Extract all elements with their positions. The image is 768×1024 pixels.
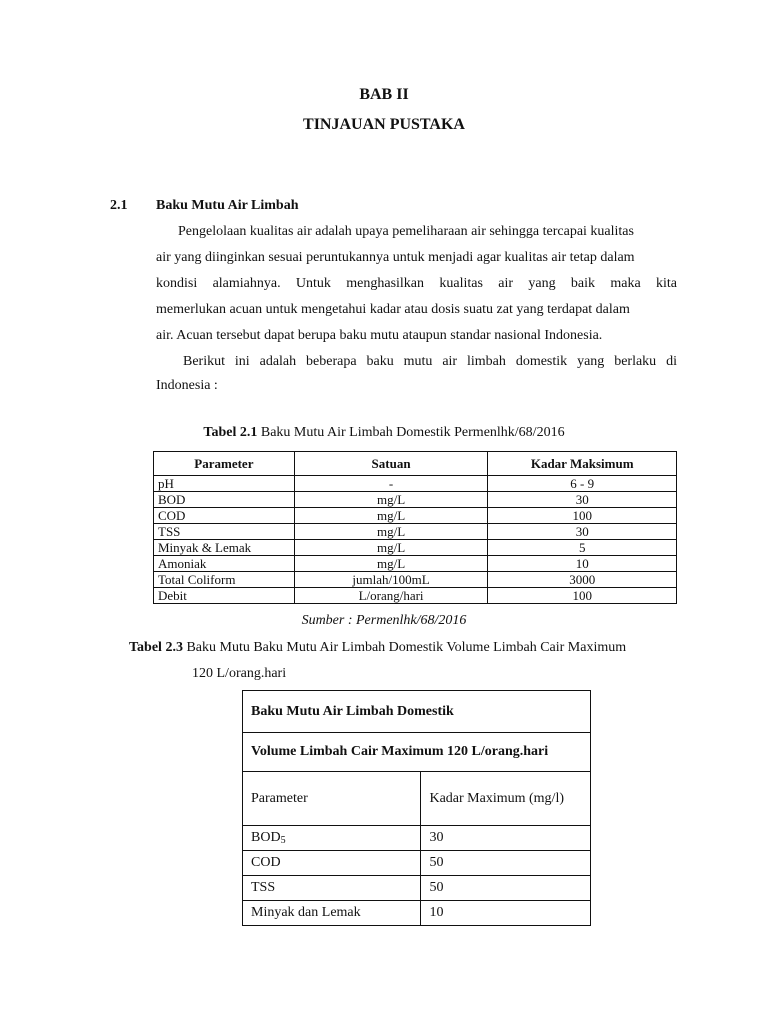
table-row (243, 851, 591, 876)
table1-cell-satuan: mg/L (294, 508, 488, 524)
table-row (154, 524, 677, 540)
table3-param-text: BOD (251, 830, 281, 845)
paragraph1-line5: air. Acuan tersebut dapat berupa baku mutu ataupun standar nasional Indonesia. (156, 328, 603, 343)
table1-cell-parameter: Debit (154, 588, 295, 604)
section-number: 2.1 (110, 198, 128, 213)
table1-cell-parameter: Minyak & Lemak (154, 540, 295, 556)
table3-title-row (243, 691, 591, 733)
table1-cell-satuan: mg/L (294, 492, 488, 508)
table-row (243, 826, 591, 851)
table3-header-parameter: Parameter (243, 772, 421, 826)
table1-cell-satuan: mg/L (294, 540, 488, 556)
table1-cell-parameter: TSS (154, 524, 295, 540)
table3-title1: Baku Mutu Air Limbah Domestik (243, 691, 591, 733)
table1-cell-satuan: jumlah/100mL (294, 572, 488, 588)
table3-cell-value: 30 (421, 826, 591, 851)
table1-caption (0, 425, 768, 441)
table1-cell-parameter: BOD (154, 492, 295, 508)
table3-caption-text: Baku Mutu Baku Mutu Air Limbah Domestik Volume Limbah Cair Maximum (182, 640, 627, 655)
paragraph1-line1: Pengelolaan kualitas air adalah upaya pemeliharaan air sehingga tercapai kualitas (178, 224, 634, 239)
table-row (154, 492, 677, 508)
table1-cell-satuan: mg/L (294, 524, 488, 540)
table3-caption-label: Tabel 2.3 (129, 640, 183, 655)
paragraph1-line4: memerlukan acuan untuk mengetahui kadar atau dosis suatu zat yang terdapat dalam (156, 302, 630, 317)
table1-caption-label: Tabel 2.1 (203, 425, 258, 440)
table-row (243, 876, 591, 901)
table3-cell-value: 50 (421, 851, 591, 876)
chapter-title: TINJAUAN PUSTAKA (303, 116, 465, 133)
table3-param-subscript: 5 (280, 835, 286, 846)
table1 (153, 451, 677, 604)
table3-caption-line2: 120 L/orang.hari (192, 666, 287, 681)
table1-cell-parameter: COD (154, 508, 295, 524)
table1-header-satuan: Satuan (294, 452, 488, 476)
table3-cell-value: 10 (421, 901, 591, 926)
table3-title-row (243, 733, 591, 772)
table3-caption (129, 640, 626, 656)
table-row (154, 508, 677, 524)
table-row (154, 588, 677, 604)
table1-header-parameter: Parameter (154, 452, 295, 476)
table1-cell-parameter: pH (154, 476, 295, 492)
table1-cell-kadar: 10 (488, 556, 677, 572)
table3-cell-parameter: COD (243, 851, 421, 876)
chapter-heading: BAB II (359, 86, 409, 103)
table-row (154, 572, 677, 588)
table1-header-row (154, 452, 677, 476)
table3-cell-parameter: Minyak dan Lemak (243, 901, 421, 926)
table1-cell-satuan: L/orang/hari (294, 588, 488, 604)
table1-cell-kadar: 6 - 9 (488, 476, 677, 492)
table-row (154, 540, 677, 556)
table1-cell-kadar: 3000 (488, 572, 677, 588)
table3 (242, 690, 591, 926)
table3-cell-parameter: TSS (243, 876, 421, 901)
table1-cell-satuan: - (294, 476, 488, 492)
table1-cell-kadar: 30 (488, 492, 677, 508)
table1-cell-kadar: 5 (488, 540, 677, 556)
table1-cell-kadar: 30 (488, 524, 677, 540)
paragraph1-line2: air yang diinginkan sesuai peruntukannya untuk menjadi agar kualitas air tetap dalam (156, 250, 635, 265)
table3-cell-parameter (243, 826, 421, 851)
table1-cell-parameter: Amoniak (154, 556, 295, 572)
table3-title2: Volume Limbah Cair Maximum 120 L/orang.hari (243, 733, 591, 772)
table-row (154, 556, 677, 572)
table1-cell-kadar: 100 (488, 588, 677, 604)
table1-cell-kadar: 100 (488, 508, 677, 524)
table-row (154, 476, 677, 492)
paragraph1-line3: kondisi alamiahnya. Untuk menghasilkan kualitas air yang baik maka kita (156, 276, 677, 291)
section-title: Baku Mutu Air Limbah (156, 198, 299, 213)
table1-cell-parameter: Total Coliform (154, 572, 295, 588)
table3-cell-value: 50 (421, 876, 591, 901)
table-row (243, 901, 591, 926)
table1-caption-text: Baku Mutu Air Limbah Domestik Permenlhk/68/2016 (257, 425, 565, 440)
table1-cell-satuan: mg/L (294, 556, 488, 572)
paragraph2-line1: Berikut ini adalah beberapa baku mutu air limbah domestik yang berlaku di (183, 354, 677, 369)
paragraph2-line2: Indonesia : (156, 378, 218, 393)
table1-header-kadar: Kadar Maksimum (488, 452, 677, 476)
table3-header-row (243, 772, 591, 826)
table3-header-kadar: Kadar Maximum (mg/l) (421, 772, 591, 826)
table1-source: Sumber : Permenlhk/68/2016 (301, 613, 467, 628)
